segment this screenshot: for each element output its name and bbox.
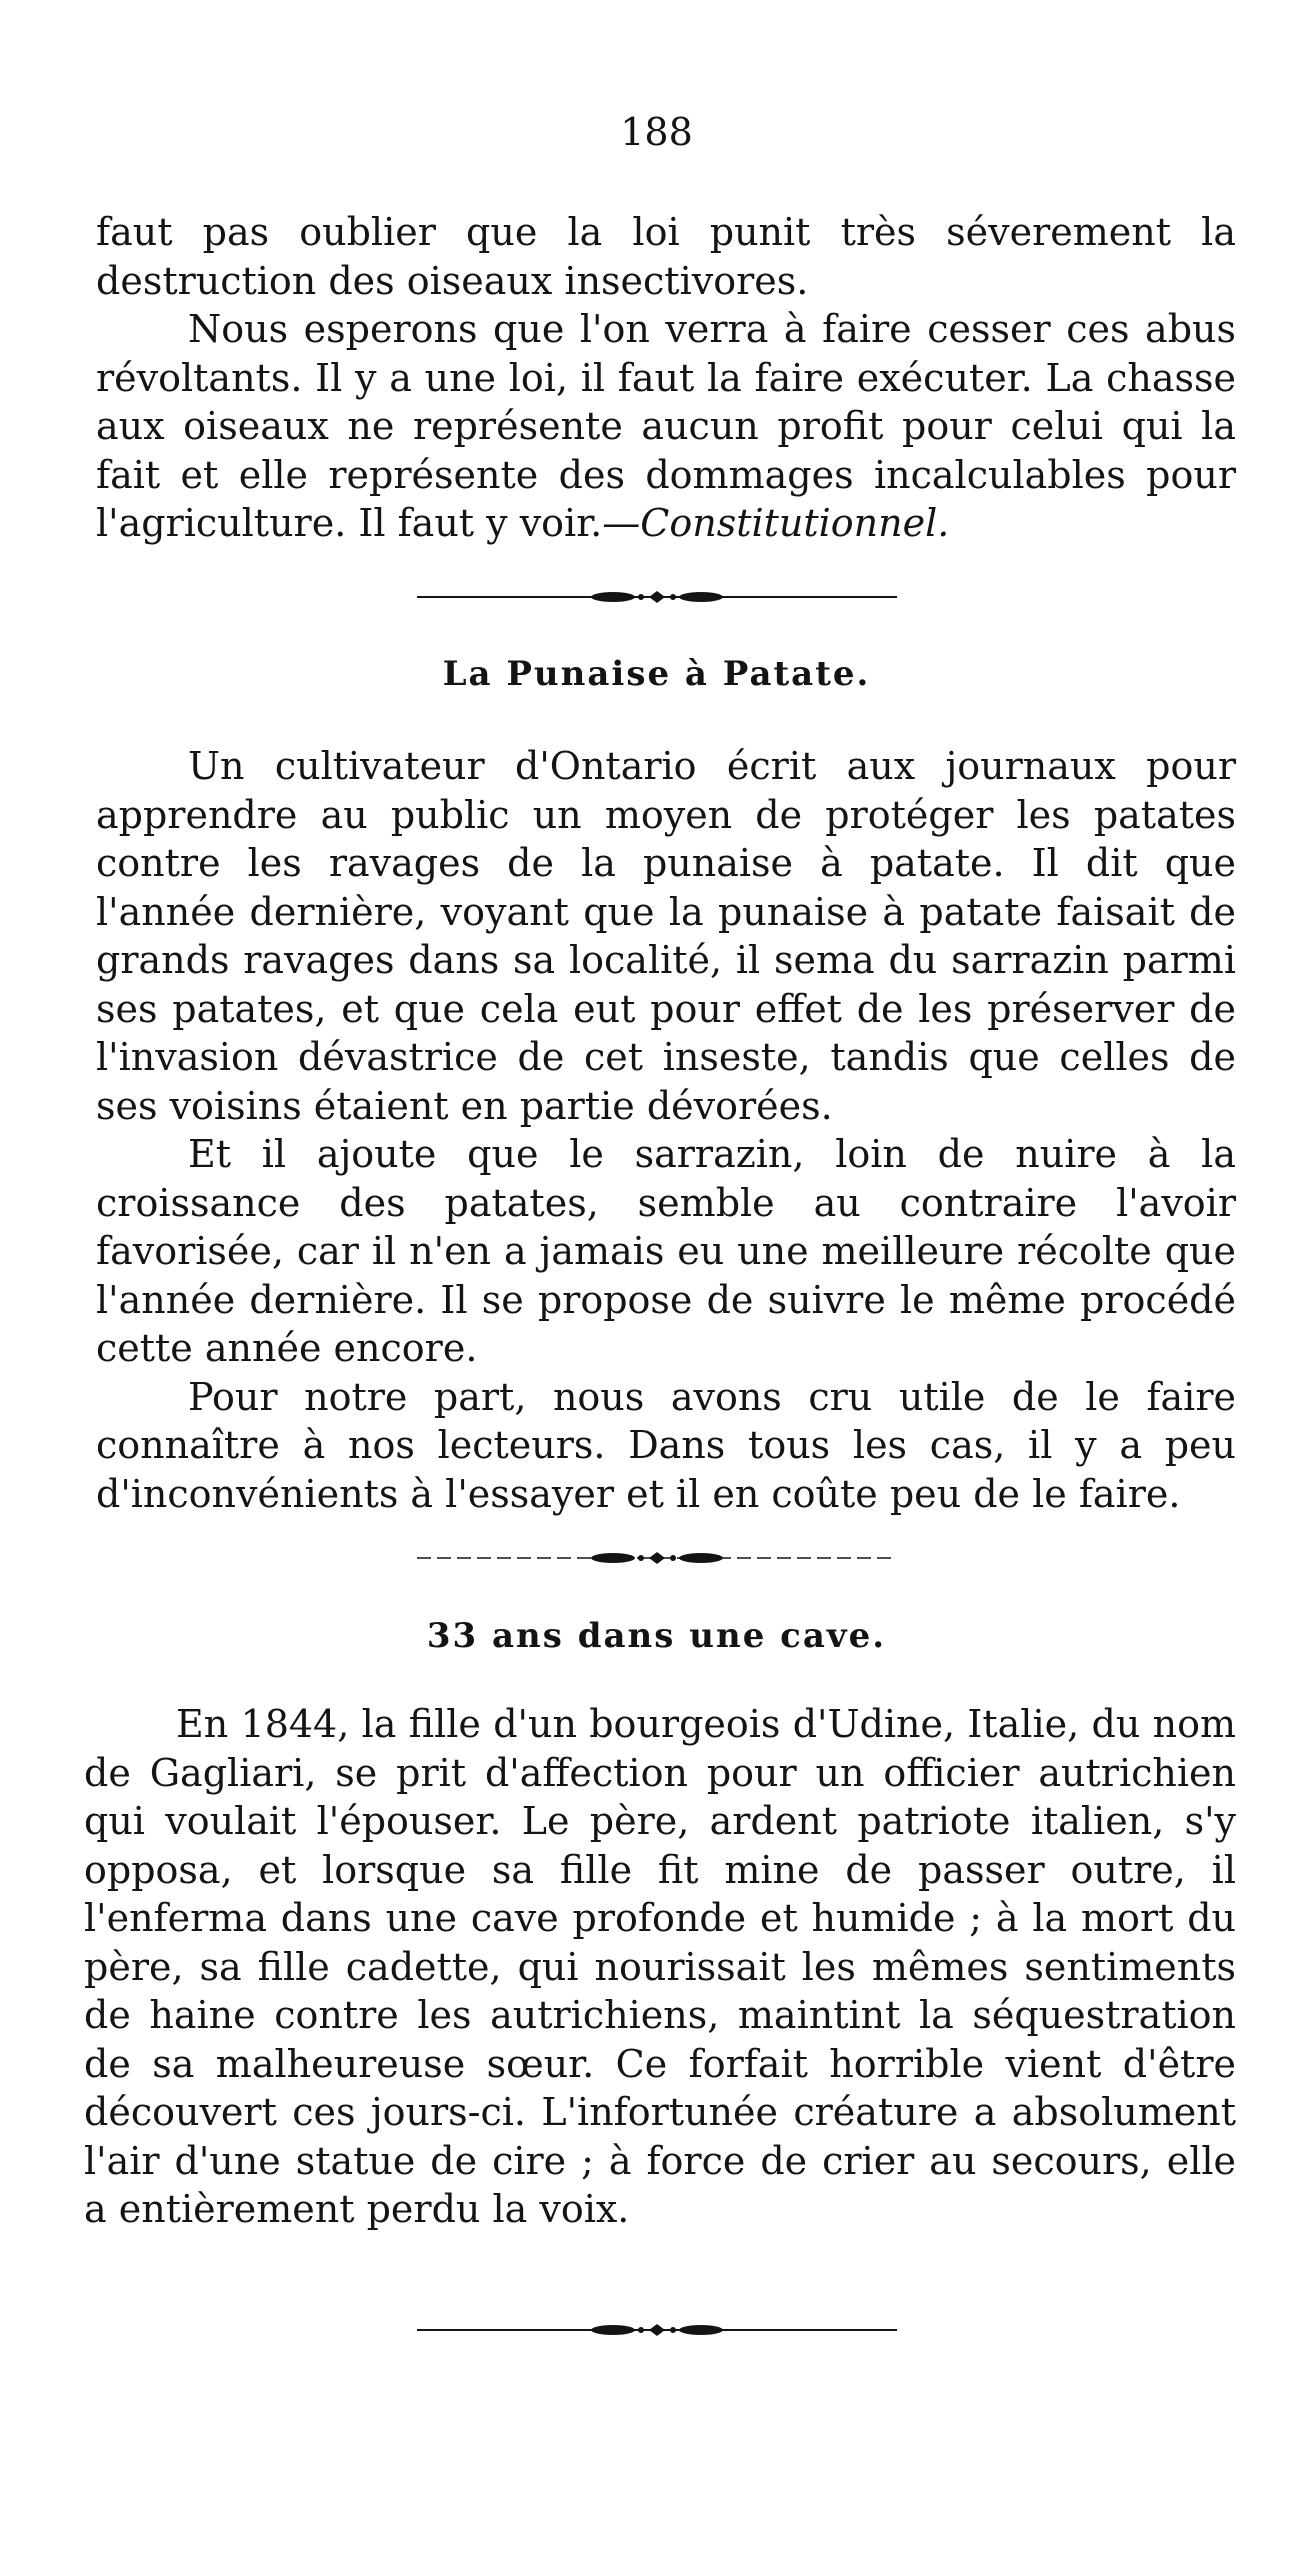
intro-paragraph-2 [96,305,1236,548]
intro-paragraph-1: faut pas oublier que la loi punit très séverement la destruction des oiseaux insectivores. [96,210,1236,303]
article-title-cave: 33 ans dans une cave. [426,1616,887,1656]
section-divider-ornament [0,2320,1313,2340]
article-punaise-text [96,742,1236,1518]
section-divider-ornament [0,587,1313,607]
article-punaise-paragraph-1: Un cultivateur d'Ontario écrit aux journaux pour apprendre au public un moyen de protéger les patates contre les ravages de la punaise à patate. Il dit que l'année dernière, voyant que la punaise à patate faisait de grands ravages dans sa localité, il sema du sarrazin parmi ses patates, et que cela eut pour effet de les préserver de l'invasion dévastrice de cet inseste, tandis que celles de ses voisins étaient en partie dévorées. [96,744,1236,1128]
intro-paragraph-2-text: Nous esperons que l'on verra à faire cesser ces abus révoltants. Il y a une loi, il faut la faire exécuter. La chasse aux oiseaux ne représente aucun profit pour celui qui la fait et elle représente des dommages incalculables pour l'agriculture. Il faut y voir.— [96,307,1236,545]
article-title-punaise: La Punaise à Patate. [442,654,871,694]
article-cave-paragraph-1: En 1844, la fille d'un bourgeois d'Udine, Italie, du nom de Gagliari, se prit d'affection pour un officier autrichien qui voulait l'épouser. Le père, ardent patriote italien, s'y opposa, et lorsque sa fille fit mine de passer outre, il l'enferma dans une cave profonde et humide ; à la mort du père, sa fille cadette, qui nourissait les mêmes sentiments de haine contre les autrichiens, maintint la séquestration de sa malheureuse sœur. Ce forfait horrible vient d'être découvert ces jours-ci. L'infortunée créature a absolument l'air d'une statue de cire ; à force de crier au secours, elle a entièrement perdu la voix. [84,1702,1236,2231]
article-cave-text [84,1700,1236,2234]
article-punaise-paragraph-3: Pour notre part, nous avons cru utile de le faire connaître à nos lecteurs. Dans tous les cas, il y a peu d'inconvénients à l'essayer et il en coûte peu de le faire. [96,1374,1236,1516]
page-number: 188 [620,110,693,154]
section-divider-ornament [0,1548,1313,1568]
source-credit: Constitutionnel. [640,501,950,545]
intro-text [96,208,1236,548]
article-punaise-paragraph-2: Et il ajoute que le sarrazin, loin de nuire à la croissance des patates, semble au contraire l'avoir favorisée, car il n'en a jamais eu une meilleure récolte que l'année dernière. Il se propose de suivre le même procédé cette année encore. [96,1132,1236,1370]
